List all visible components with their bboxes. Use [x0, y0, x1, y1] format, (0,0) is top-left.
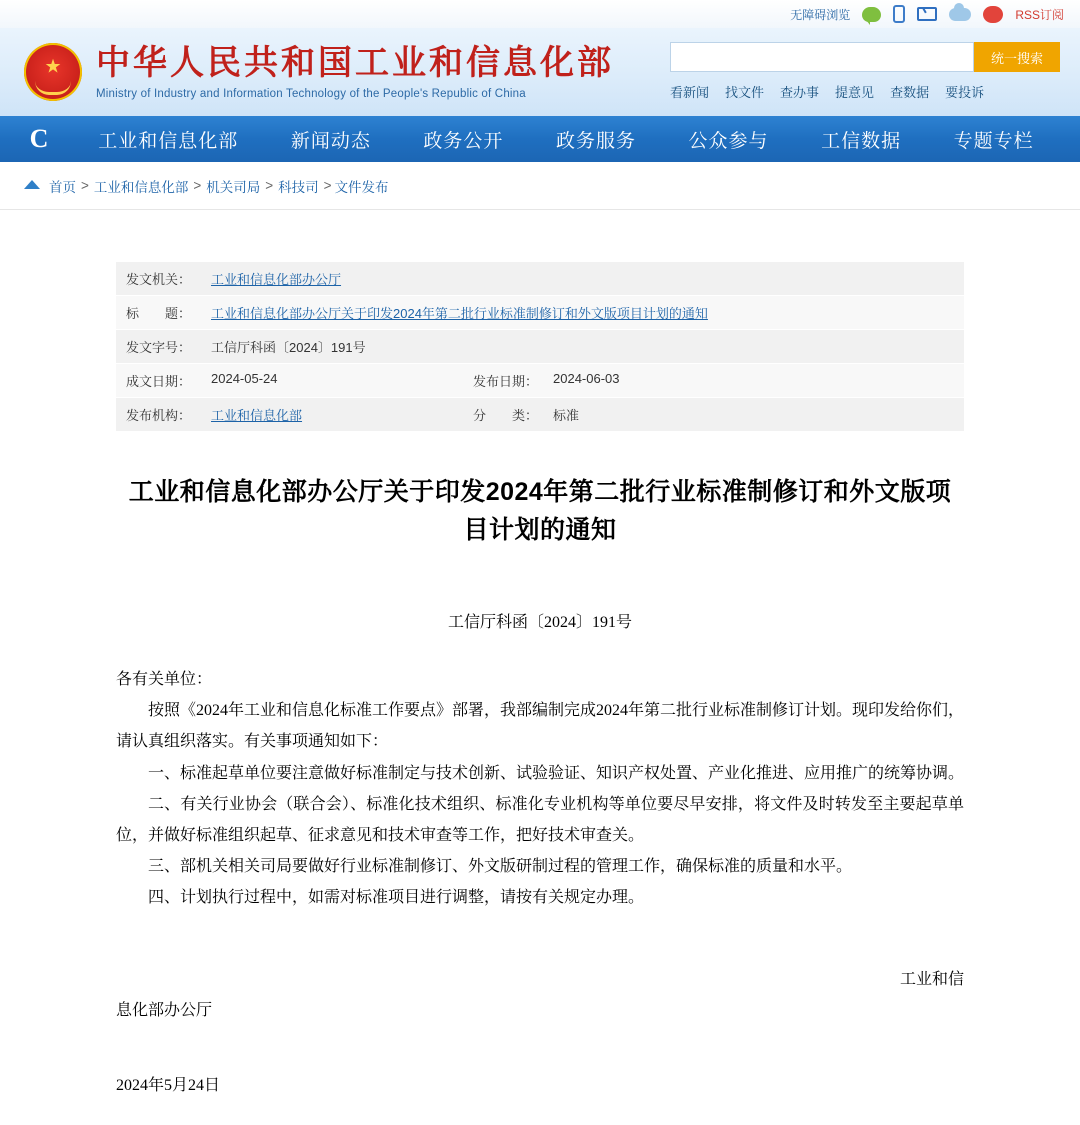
- table-row: [116, 398, 964, 432]
- nav-item-public-participation[interactable]: 公众参与: [688, 130, 769, 152]
- quick-link-feedback[interactable]: 提意见: [835, 85, 875, 100]
- meta-label-publisher: 发布机构：: [116, 398, 201, 432]
- topbar-icon-group: [862, 5, 1064, 23]
- nav-item-special-columns[interactable]: 专题专栏: [953, 130, 1034, 152]
- breadcrumb-item-current: 文件发布: [334, 179, 389, 195]
- nav-item-ministry[interactable]: 工业和信息化部: [98, 130, 239, 152]
- document-paragraph: 四、计划执行过程中，如需对标准项目进行调整，请按有关规定办理。: [148, 889, 645, 907]
- miit-c-logo-icon: [22, 122, 56, 156]
- meta-value-issuing-agency[interactable]: 工业和信息化部办公厅: [211, 272, 342, 287]
- barrier-free-link[interactable]: 无障碍浏览: [790, 7, 851, 22]
- meta-label-doc-number: 发文字号：: [116, 330, 201, 364]
- meta-label-title: 标 题：: [116, 296, 201, 330]
- meta-label-publish-date: 发布日期：: [473, 374, 539, 389]
- meta-value-written-date: 2024-05-24: [211, 371, 278, 386]
- wechat-icon[interactable]: [862, 7, 881, 22]
- home-icon: [24, 180, 40, 189]
- breadcrumb-separator: >: [265, 178, 274, 193]
- site-header: [0, 28, 1080, 116]
- site-title-cn: 中华人民共和国工业和信息化部: [96, 45, 614, 83]
- rss-link[interactable]: RSS订阅: [1015, 7, 1064, 22]
- national-emblem-icon: [24, 43, 82, 101]
- weibo-icon[interactable]: [983, 6, 1003, 23]
- meta-value-publish-date: 2024-06-03: [553, 371, 620, 386]
- quick-link-news[interactable]: 看新闻: [670, 85, 710, 100]
- meta-value-category: 标准: [553, 408, 580, 423]
- meta-label-issuing-agency: 发文机关：: [116, 262, 201, 296]
- nav-item-news[interactable]: 新闻动态: [290, 130, 371, 152]
- document-salutation: 各有关单位：: [116, 671, 213, 688]
- document-date: 2024年5月24日: [116, 1076, 221, 1094]
- meta-label-written-date: 成文日期：: [116, 364, 201, 398]
- meta-value-doc-number: 工信厅科函〔2024〕191号: [201, 330, 964, 364]
- emblem-wheat: [35, 81, 71, 95]
- top-utility-bar: [0, 0, 1080, 28]
- mobile-icon[interactable]: [893, 5, 905, 23]
- meta-value-publisher[interactable]: 工业和信息化部: [211, 408, 303, 423]
- meta-value-title[interactable]: 工业和信息化部办公厅关于印发2024年第二批行业标准制修订和外文版项目计划的通知: [211, 306, 708, 321]
- nav-item-industry-data[interactable]: 工信数据: [821, 130, 902, 152]
- search-input[interactable]: [670, 42, 974, 72]
- quick-link-data[interactable]: 查数据: [890, 85, 930, 100]
- table-row: [116, 364, 964, 398]
- cloud-icon[interactable]: [949, 8, 971, 21]
- breadcrumb-separator: >: [193, 178, 202, 193]
- page-title: 工业和信息化部办公厅关于印发2024年第二批行业标准制修订和外文版项目计划的通知: [128, 478, 952, 544]
- quick-link-complaint[interactable]: 要投诉: [945, 85, 985, 100]
- content-wrapper: [0, 262, 1080, 1125]
- breadcrumb-separator: >: [81, 178, 89, 193]
- nav-item-government-affairs[interactable]: 政务公开: [423, 130, 504, 152]
- document-signature-line1: 工业和信: [899, 970, 964, 988]
- nav-item-government-services[interactable]: 政务服务: [555, 130, 636, 152]
- table-row: [116, 262, 964, 296]
- nav-item-list: [62, 126, 1080, 153]
- document-paragraph: 按照《2024年工业和信息化标准工作要点》部署，我部编制完成2024年第二批行业标准制修订计划。现印发给你们，请认真组织落实。有关事项通知如下：: [116, 702, 965, 751]
- mail-icon[interactable]: [917, 7, 937, 21]
- document-paragraph: 一、标准起草单位要注意做好标准制定与技术创新、试验验证、知识产权处置、产业化推进、应用推广的统筹协调。: [148, 764, 965, 782]
- quick-link-documents[interactable]: 找文件: [725, 85, 765, 100]
- quick-links: [670, 82, 1060, 101]
- breadcrumb-home[interactable]: 首页: [49, 179, 76, 195]
- document-signature-line2: 息化部办公厅: [116, 1001, 213, 1019]
- document-number: 工信厅科函〔2024〕191号: [447, 614, 632, 631]
- breadcrumb-item-science-tech[interactable]: 科技司: [278, 179, 319, 195]
- table-row: [116, 296, 964, 330]
- emblem-star: ★: [44, 56, 62, 78]
- table-row: [116, 330, 964, 364]
- document-meta-table: [116, 262, 964, 432]
- search-button[interactable]: 统一搜索: [974, 42, 1060, 72]
- site-title-block: [96, 44, 614, 99]
- quick-link-services[interactable]: 查办事: [780, 85, 820, 100]
- breadcrumb-item-ministry[interactable]: 工业和信息化部: [93, 179, 189, 195]
- document-paragraph: 三、部机关相关司局要做好行业标准制修订、外文版研制过程的管理工作，确保标准的质量和水平。: [148, 858, 853, 876]
- search-area: [670, 42, 1060, 101]
- search-row: [670, 42, 1060, 72]
- breadcrumb-item-departments[interactable]: 机关司局: [206, 179, 261, 195]
- breadcrumb-separator: >: [323, 178, 332, 193]
- breadcrumb: [0, 162, 1080, 210]
- site-title-en: Ministry of Industry and Information Technology of the People's Republic of China: [96, 87, 526, 100]
- meta-label-category: 分 类：: [473, 408, 539, 423]
- document-paragraph: 二、有关行业协会（联合会）、标准化技术组织、标准化专业机构等单位要尽早安排，将文件及时转发至主要起草单位，并做好标准组织起草、征求意见和技术审查等工作，把好技术审查关。: [116, 795, 964, 844]
- document-body: [116, 474, 964, 1095]
- main-navigation: [0, 116, 1080, 162]
